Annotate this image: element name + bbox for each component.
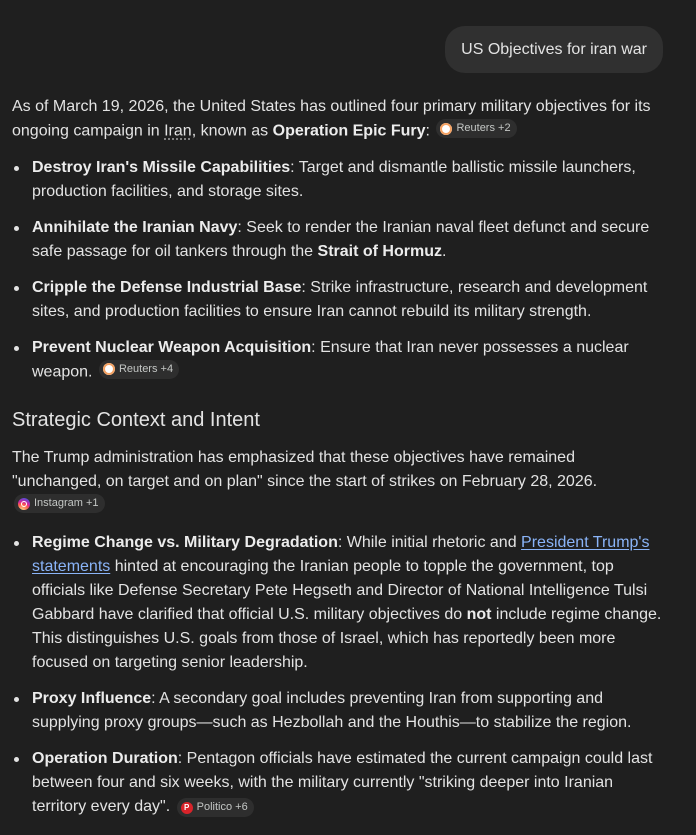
source-chip-label: Reuters +2 (456, 122, 511, 134)
assistant-response (12, 95, 668, 831)
source-chip-reuters[interactable] (99, 360, 179, 379)
detail-text: : While initial rhetoric and (337, 533, 522, 551)
list-item (12, 156, 668, 204)
detail-title: Operation Duration (32, 749, 178, 767)
objective-text: : Target and dismantle ballistic missile launchers, production facilities, and storage sites. (32, 158, 636, 200)
objective-text: : Seek to render the Iranian naval fleet defunct and secure safe passage for oil tankers through the (32, 218, 650, 260)
iran-term[interactable]: Iran (164, 122, 192, 140)
strait-name: Strait of Hormuz (317, 242, 442, 260)
operation-name: Operation Epic Fury (272, 122, 426, 140)
source-chip-label: Instagram +1 (34, 497, 99, 509)
instagram-icon (18, 498, 30, 510)
section-heading: Strategic Context and Intent (12, 409, 260, 431)
reuters-icon (103, 363, 115, 375)
trump-statements-link[interactable]: President Trump's statements (32, 533, 650, 575)
intro-text-mid: , known as (191, 122, 273, 140)
intro-paragraph (12, 95, 668, 144)
source-chip-instagram[interactable] (14, 494, 105, 513)
list-item (12, 687, 668, 735)
source-chip-label: Reuters +4 (118, 362, 174, 375)
emphasis-not: not (466, 605, 492, 623)
objective-text: : Strike infrastructure, research and development sites, and production facilities to ensure Iran cannot rebuild its military strength. (32, 278, 648, 320)
objective-title: Prevent Nuclear Weapon Acquisition (32, 338, 312, 356)
intro-text-after: : (425, 122, 430, 140)
list-item (12, 747, 668, 819)
politico-icon: P (181, 802, 193, 814)
user-message-bubble (445, 26, 663, 73)
details-list (12, 531, 668, 819)
context-text: The Trump administration has emphasized that these objectives have remained "unchanged, on target and on plan" since the start of strikes on February 28, 2026. (12, 449, 598, 490)
source-chip-politico[interactable] (177, 798, 254, 817)
detail-text: : Pentagon officials have estimated the current campaign could last between four and six weeks, with the military currently "striking deeper into Iranian territory every day". (32, 749, 653, 815)
detail-text: include regime change. This distinguishes U.S. goals from those of Israel, which has reportedly been more focused on targeting senior leadership. (32, 605, 662, 671)
context-paragraph (12, 446, 668, 519)
objective-title: Destroy Iran's Missile Capabilities (32, 158, 291, 176)
detail-title: Regime Change vs. Military Degradation (32, 533, 338, 551)
source-chip-label: Politico +6 (196, 801, 248, 813)
intro-text: As of March 19, 2026, the United States has outlined four primary military objectives for its ongoing campaign in (12, 98, 651, 140)
list-item (12, 216, 668, 264)
objectives-list (12, 156, 668, 385)
list-item (12, 531, 668, 675)
detail-text: : A secondary goal includes preventing Iran from supporting and supplying proxy groups—such as Hezbollah and the Houthis—to stabilize the region. (32, 689, 632, 731)
objective-title: Cripple the Defense Industrial Base (32, 278, 302, 296)
reuters-icon (440, 123, 452, 135)
user-message-text: US Objectives for iran war (461, 41, 647, 58)
objective-text: : Ensure that Iran never possesses a nuclear weapon. (32, 338, 629, 380)
list-item (12, 276, 668, 324)
detail-text: hinted at encouraging the Iranian people to topple the government, top officials like Defense Secretary Pete Hegseth and Director of National Intelligence Tulsi Gabbard have clarified that official U.S. military objectives do (32, 557, 648, 623)
detail-title: Proxy Influence (32, 689, 152, 707)
objective-text-end: . (441, 242, 447, 260)
source-chip-reuters[interactable] (436, 119, 516, 138)
objective-title: Annihilate the Iranian Navy (32, 218, 238, 236)
list-item (12, 336, 668, 385)
